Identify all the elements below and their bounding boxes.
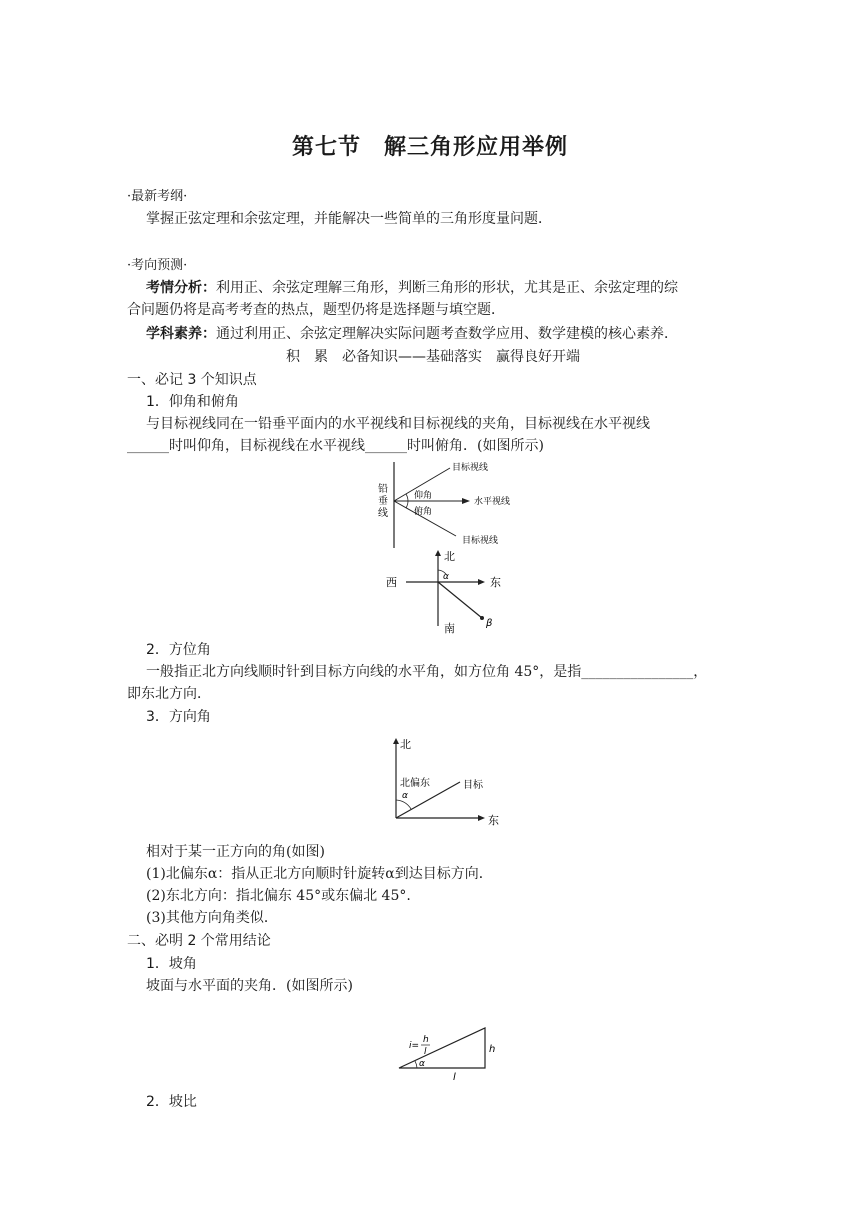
analysis-line-1 bbox=[127, 278, 739, 298]
north-label: 北 bbox=[400, 738, 411, 751]
beta-label: β bbox=[486, 618, 493, 629]
item2-line-2: 即东北方向． bbox=[127, 686, 211, 702]
horizontal-sight-label: 水平视线 bbox=[474, 497, 511, 507]
east-arrowhead bbox=[478, 579, 485, 585]
alpha-label: α bbox=[419, 1059, 425, 1069]
east-arrowhead bbox=[478, 815, 485, 821]
bearing-point bbox=[480, 616, 484, 620]
slope-ratio-l: l bbox=[424, 1047, 427, 1057]
height-label: h bbox=[489, 1044, 496, 1055]
item1-title: 1．仰角和俯角 bbox=[146, 394, 239, 410]
elevation-arc bbox=[406, 494, 408, 501]
item2-line-1: 一般指正北方向线顺时针到目标方向线的水平角，如方位角 45°，是指________________， bbox=[146, 664, 708, 680]
north-arrowhead bbox=[435, 550, 441, 556]
east-label: 东 bbox=[490, 576, 501, 589]
alpha-label: α bbox=[443, 572, 449, 582]
literacy-text: 通过利用正、余弦定理解决实际问题考查数学应用、数学建模的核心素养． bbox=[216, 326, 678, 342]
target-sight-bottom-label: 目标视线 bbox=[462, 536, 499, 546]
item1-line-1: 与目标视线同在一铅垂平面内的水平视线和目标视线的夹角，目标视线在水平视线 bbox=[146, 416, 650, 432]
analysis-text-1: 利用正、余弦定理解三角形，判断三角形的形状，尤其是正、余弦定理的综 bbox=[216, 280, 678, 296]
slope-ratio-h: h bbox=[423, 1035, 429, 1045]
page-title: 第七节 解三角形应用举例 bbox=[291, 135, 568, 160]
item2-title: 2．方位角 bbox=[146, 642, 211, 658]
horizontal-arrowhead bbox=[462, 498, 470, 504]
elevation-label: 仰角 bbox=[414, 491, 433, 501]
north-label: 北 bbox=[444, 550, 455, 563]
depression-label: 俯角 bbox=[414, 507, 433, 517]
bearing-line bbox=[438, 582, 482, 618]
north-east-label: 北偏东 bbox=[400, 778, 430, 789]
plumb-label-2: 垂 bbox=[378, 496, 388, 507]
plumb-label-1: 铅 bbox=[378, 484, 388, 495]
literacy-label: 学科素养： bbox=[146, 326, 216, 342]
item3-line-3: (2)东北方向：指北偏东 45°或东偏北 45°. bbox=[146, 888, 411, 904]
west-label: 西 bbox=[386, 576, 397, 589]
latest-outline-text: 掌握正弦定理和余弦定理，并能解决一些简单的三角形度量问题． bbox=[146, 211, 552, 227]
item3-line-2: (1)北偏东α：指从正北方向顺时针旋转α到达目标方向． bbox=[146, 866, 493, 882]
slope-ratio-title: 2．坡比 bbox=[146, 1094, 197, 1110]
section-banner: 积 累 必备知识——基础落实 赢得良好开端 bbox=[286, 349, 580, 365]
slope-triangle-figure bbox=[395, 1022, 505, 1086]
south-label: 南 bbox=[444, 622, 455, 635]
north-arrowhead bbox=[393, 738, 399, 744]
item1-line-2: ______时叫仰角，目标视线在水平视线______时叫俯角．(如图所示) bbox=[127, 438, 544, 454]
slope-angle-text: 坡面与水平面的夹角．(如图所示) bbox=[146, 978, 353, 994]
bearing-figure bbox=[370, 548, 510, 636]
section2-heading: 二、必明 2 个常用结论 bbox=[127, 933, 271, 949]
alpha-arc bbox=[396, 800, 411, 809]
forecast-heading: ·考向预测· bbox=[127, 258, 188, 273]
east-label: 东 bbox=[488, 814, 499, 827]
analysis-line-2: 合问题仍将是高考考查的热点，题型仍将是选择题与填空题． bbox=[127, 302, 505, 318]
direction-angle-figure bbox=[380, 736, 510, 828]
item3-line-1: 相对于某一正方向的角(如图) bbox=[146, 844, 325, 860]
target-sight-top-label: 目标视线 bbox=[452, 463, 489, 473]
alpha-arc bbox=[415, 1061, 417, 1068]
length-label: l bbox=[453, 1072, 456, 1083]
alpha-label: α bbox=[402, 791, 408, 801]
slope-angle-title: 1．坡角 bbox=[146, 956, 197, 972]
latest-outline-heading: ·最新考纲· bbox=[127, 189, 188, 204]
analysis-label: 考情分析： bbox=[146, 280, 216, 296]
literacy-line bbox=[127, 324, 739, 344]
target-label: 目标 bbox=[463, 780, 483, 791]
item3-title: 3．方向角 bbox=[146, 709, 211, 725]
depression-arc bbox=[406, 501, 408, 508]
item3-line-4: (3)其他方向角类似． bbox=[146, 910, 278, 926]
slope-ratio-i: i= bbox=[409, 1041, 420, 1051]
elevation-depression-figure bbox=[370, 458, 530, 550]
section1-heading: 一、必记 3 个知识点 bbox=[127, 372, 257, 388]
plumb-label-3: 线 bbox=[378, 508, 388, 519]
